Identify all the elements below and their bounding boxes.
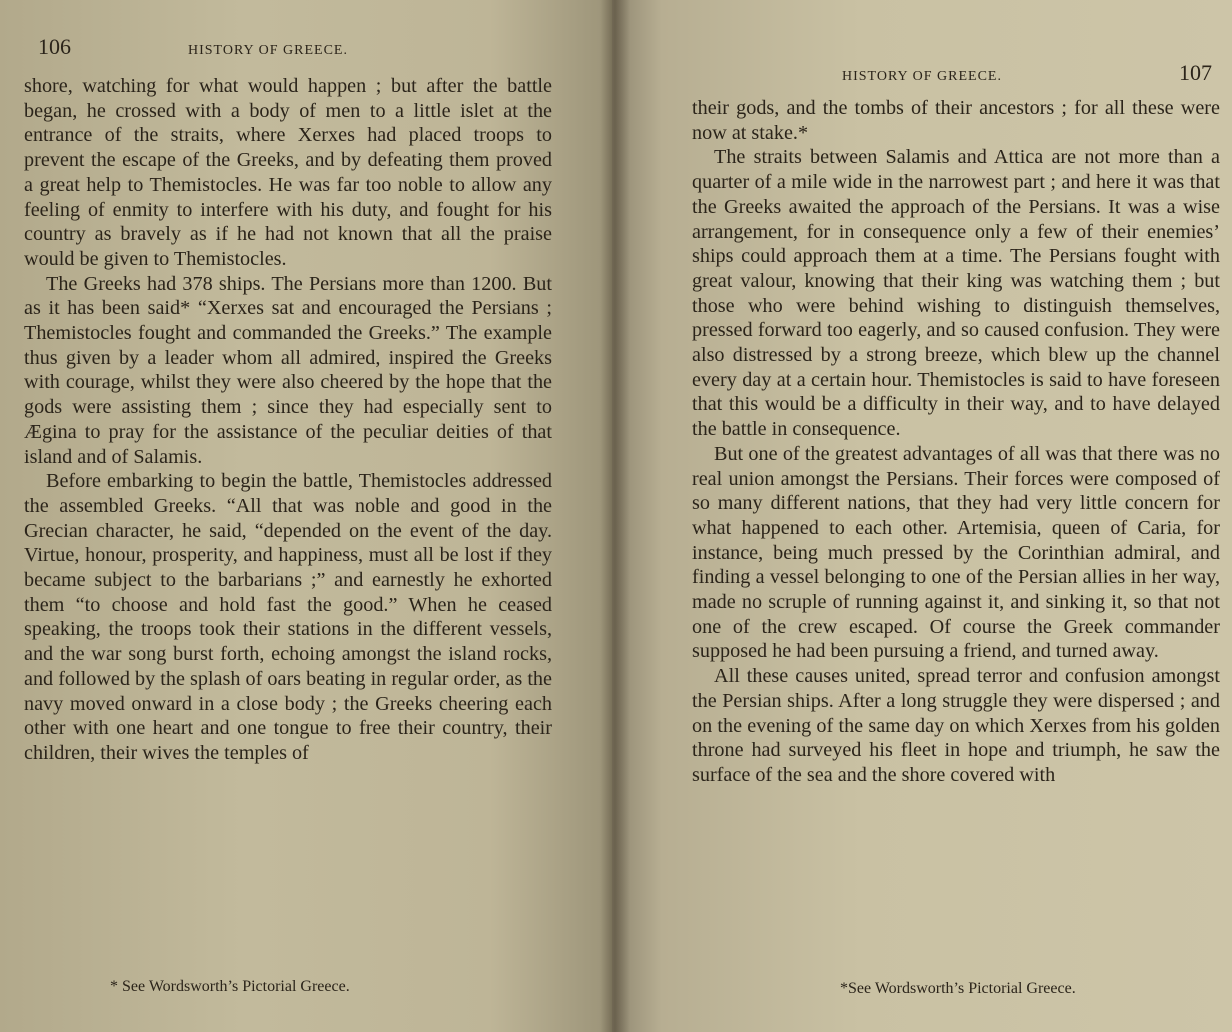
paragraph: The straits between Salamis and Attica are not more than a quarter of a mile wide in the narrowest part ; and here it was that the Greeks awaited the approach of the Persians. It was a wise arrangement, for in consequence only a few of their enemies’ ships could approach them at a time. The Persians fought with great valour, knowing that their king was watching them ; but those who were behind wishing to distinguish themselves, pressed forward too eagerly, and so caused confusion. They were also distressed by a strong breeze, which blew up the channel every day at a certain hour. Themistocles is said to have foreseen that this would be a difficulty in their way, and to have delayed the battle in consequence. (692, 146, 1220, 441)
paragraph: Before embarking to begin the battle, Themistocles addressed the assembled Greeks. “All that was noble and good in the Grecian character, he said, “depended on the event of the day. Virtue, honour, prosperity, and happiness, must all be lost if they became subject to the barbarians ;” and earnestly he exhorted them “to choose and hold fast the good.” When he ceased speaking, the troops took their stations in the different vessels, and the war song burst forth, echoing amongst the island rocks, and followed by the splash of oars beating in regular order, as the navy moved onward in a close body ; the Greeks cheering each other with one heart and one tongue to free their country, their children, their wives the temples of (24, 470, 552, 764)
paragraph: All these causes united, spread terror and confusion amongst the Persian ships. After a long struggle they were dispersed ; and on the evening of the same day on which Xerxes from his golden throne had surveyed his fleet in hope and triumph, he saw the surface of the sea and the shore covered with (692, 665, 1220, 786)
running-head: HISTORY OF GREECE. (842, 69, 1002, 84)
running-head: HISTORY OF GREECE. (188, 43, 348, 58)
page-number: 106 (38, 34, 71, 59)
paragraph: The Greeks had 378 ships. The Persians more than 1200. But as it has been said* “Xerxes sat and encouraged the Persians ; Themistocles fought and commanded the Greeks.” The example thus given by a leader whom all admired, inspired the Greeks with courage, whilst they were also cheered by the hope that the gods were assisting them ; since they had especially sent to Ægina to pray for the assistance of the peculiar deities of that island and of Salamis. (24, 272, 552, 468)
right-page-body (692, 96, 1220, 788)
footnote: *See Wordsworth’s Pictorial Greece. (840, 980, 1076, 997)
left-page-body (24, 74, 552, 766)
footnote: * See Wordsworth’s Pictorial Greece. (110, 978, 350, 995)
right-page (612, 0, 1232, 1032)
paragraph: their gods, and the tombs of their ancestors ; for all these were now at stake.* (692, 97, 1220, 144)
paragraph: shore, watching for what would happen ; but after the battle began, he crossed with a body of men to a little islet at the entrance of the straits, where Xerxes had placed troops to prevent the escape of the Greeks, and by defeating them proved a great help to Themistocles. He was far too noble to allow any feeling of enmity to interfere with his duty, and fought for his country as bravely as if he had not known that all the praise would be given to Themistocles. (24, 75, 552, 270)
left-page-header (24, 34, 552, 66)
page-number: 107 (1179, 60, 1212, 85)
paragraph: But one of the greatest advantages of all was that there was no real union amongst the Persians. Their forces were composed of so many different nations, that they had very little concern for what happened to each other. Artemisia, queen of Caria, for instance, being much pressed by the Corinthian admiral, and finding a vessel belonging to one of the Persian allies in her way, made no scruple of running against it, and sinking it, so that not one of the crew escaped. Of course the Greek commander supposed he had been pursuing a friend, and turned away. (692, 442, 1220, 663)
right-page-header (692, 60, 1220, 92)
left-page (0, 0, 612, 1032)
